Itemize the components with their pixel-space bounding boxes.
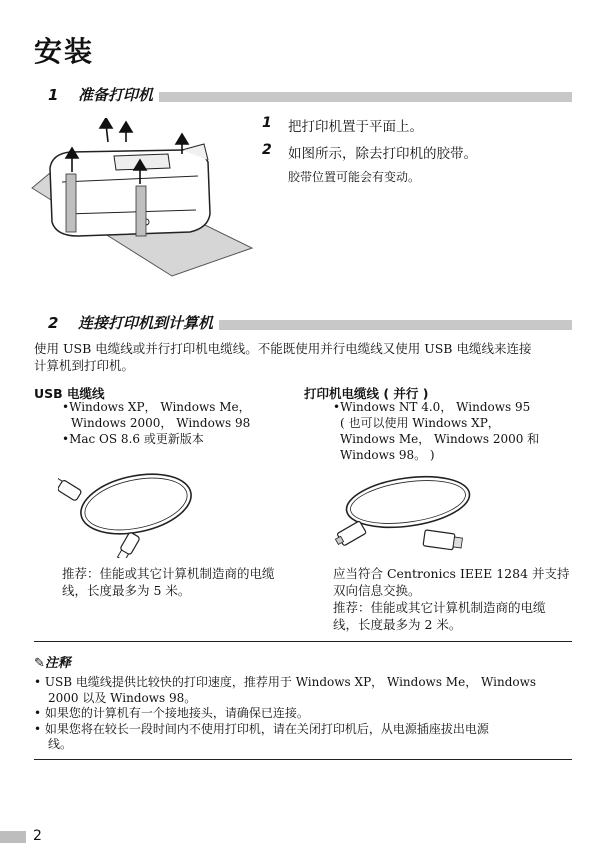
parallel-os-list	[333, 399, 539, 463]
parallel-rec-line-2: 双向信息交换。	[333, 583, 421, 598]
bullet-dot-icon: •	[34, 675, 42, 689]
parallel-cable-title: 打印机电缆线 ( 并行 )	[304, 386, 429, 401]
usb-cable-illustration	[58, 462, 198, 558]
notes-bottom-rule	[34, 759, 572, 760]
section-1-number: 1	[48, 86, 59, 104]
bullet-dot-icon: •	[34, 706, 42, 720]
parallel-os-line-2: ( 也可以使用 Windows XP，	[340, 416, 500, 430]
note-3-line-2: 线。	[48, 737, 73, 751]
parallel-rec-line-1: 应当符合 Centronics IEEE 1284 并支持	[333, 566, 570, 581]
note-3-line-1: 如果您将在较长一段时间内不使用打印机，请在关闭打印机后，从电源插座拔出电源	[44, 721, 489, 736]
section-2-title: 连接打印机到计算机	[78, 314, 214, 332]
intro-line-1: 使用 USB 电缆线或并行打印机电缆线。不能既使用并行电缆线又使用 USB 电缆线来连接	[34, 341, 532, 356]
intro-line-2: 计算机到打印机。	[34, 358, 135, 373]
notes-top-rule	[34, 641, 572, 642]
note-pencil-icon: ✎	[34, 656, 45, 671]
section-2-intro	[34, 340, 579, 374]
page-number: 2	[33, 828, 42, 844]
notes-heading	[34, 652, 71, 671]
notes-list	[34, 675, 579, 753]
tape-position-note: 胶带位置可能会有变动。	[288, 170, 421, 184]
step-2-text: 如图所示，除去打印机的胶带。	[288, 146, 477, 162]
usb-os-line-3: •Mac OS 8.6 或更新版本	[62, 432, 204, 446]
step-2-number: 2	[262, 142, 272, 158]
usb-cable-title: USB 电缆线	[34, 386, 105, 401]
parallel-os-line-3: Windows Me， Windows 2000 和	[340, 432, 540, 446]
tape-left	[66, 174, 76, 232]
usb-os-list	[62, 399, 251, 447]
section-1-heading	[34, 84, 159, 105]
section-1-title: 准备打印机	[78, 86, 154, 104]
tape-center	[136, 186, 146, 236]
parallel-rec-line-4: 线，长度最多为 2 米。	[333, 617, 462, 632]
step-1-number: 1	[262, 115, 272, 131]
note-item-2	[34, 706, 579, 722]
note-1-line-1: USB 电缆线提供比较快的打印速度，推荐用于 Windows XP， Windows Me， Windows	[44, 675, 537, 689]
parallel-os-line-1: •Windows NT 4.0， Windows 95	[333, 400, 531, 414]
note-1-line-2: 2000 以及 Windows 98。	[48, 690, 197, 705]
usb-rec-line-2: 线，长度最多为 5 米。	[62, 583, 191, 598]
parallel-rec-line-3: 推荐：佳能或其它计算机制造商的电缆	[333, 600, 546, 615]
usb-recommendation	[62, 565, 275, 599]
note-item-3	[34, 722, 579, 753]
note-item-1	[34, 675, 579, 706]
usb-rec-line-1: 推荐：佳能或其它计算机制造商的电缆	[62, 566, 275, 581]
notes-title: 注释	[44, 656, 71, 671]
section-2-number: 2	[48, 314, 59, 332]
page-title: 安装	[34, 35, 95, 68]
step-1-text: 把打印机置于平面上。	[288, 119, 423, 135]
parallel-recommendation	[333, 565, 570, 633]
parallel-os-line-4: Windows 98。 )	[340, 448, 435, 462]
printer-illustration	[22, 118, 254, 278]
section-2-heading	[34, 312, 219, 333]
note-2-line-1: 如果您的计算机有一个接地接头，请确保已连接。	[44, 706, 309, 720]
page-number-bar	[0, 831, 26, 843]
bullet-dot-icon: •	[34, 721, 42, 736]
usb-os-line-1: •Windows XP， Windows Me，	[62, 400, 251, 414]
usb-os-line-2: Windows 2000， Windows 98	[71, 416, 251, 430]
parallel-cable-illustration	[330, 466, 480, 558]
